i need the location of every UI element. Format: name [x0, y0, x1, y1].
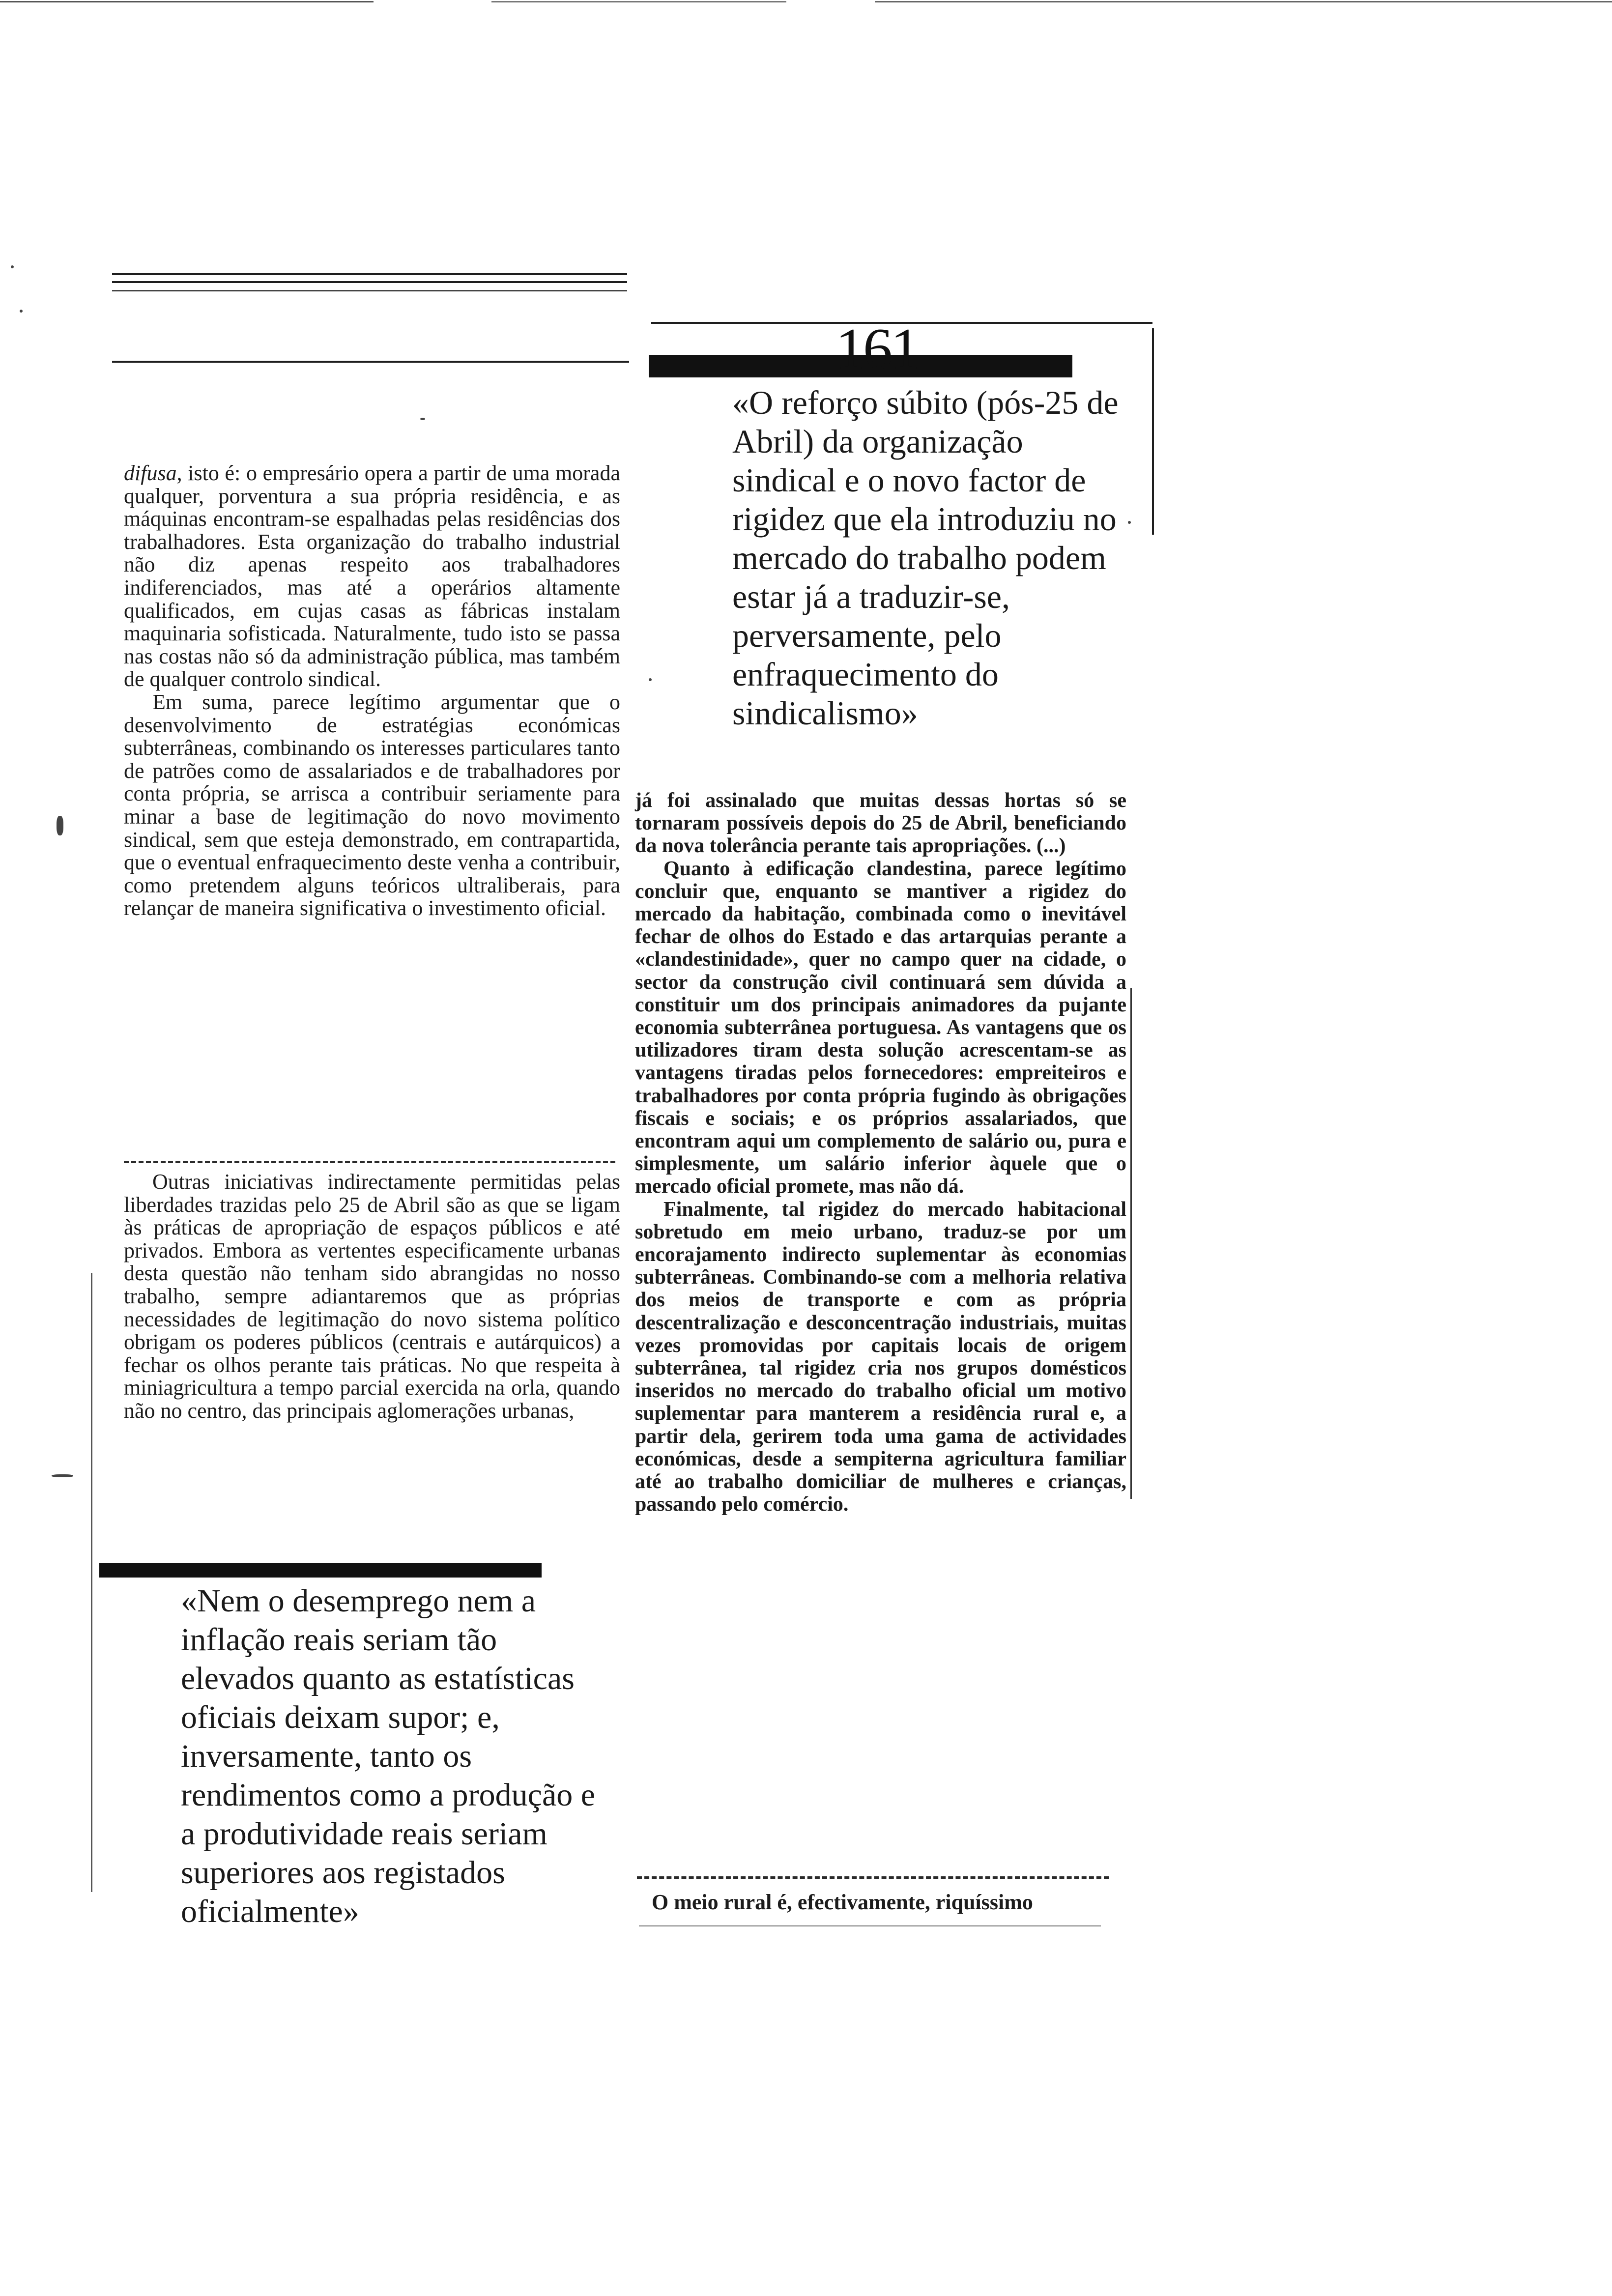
speck: [20, 310, 23, 313]
speck: [420, 418, 425, 420]
header-double-rule: [112, 281, 627, 283]
section-dash-rule-right: [637, 1876, 1109, 1879]
next-section-text: O meio rural é, efectivamente, riquíssimo: [652, 1890, 1033, 1914]
left-margin-line: [91, 1273, 92, 1892]
speck: [57, 816, 63, 835]
italic-lead-word: difusa: [124, 461, 177, 485]
right-border-line: [1152, 328, 1154, 535]
page-number: 161: [835, 316, 918, 381]
header-double-rule: [112, 290, 627, 291]
right-paragraph-1: já foi assinalado que muitas dessas hortas só se tornaram possíveis depois do 25 de Abril, beneficiando da nova tolerância perante tais apropriações. (...): [635, 789, 1126, 858]
right-paragraph-3: Finalmente, tal rigidez do mercado habitacional sobretudo em meio urbano, traduz-se por um encorajamento indirecto suplementar às economias subterrâneas. Combinando-se com a melhoria relativa dos meios de transporte e com as própria descentralização e desconcentração industriais, muitas vezes promovidas por capitais locais de origem subterrânea, tal rigidez cria nos grupos domésticos inseridos no mercado do trabalho oficial um motivo suplementar para manterem a residência rural e, a partir dela, gerirem toda uma gama de actividades económicas, desde a sempiterna agricultura familiar até ao trabalho domiciliar de mulheres e crianças, passando pelo comércio.: [635, 1198, 1126, 1516]
pull-quote-bottom-text: «Nem o desemprego nem a inflação reais seriam tão elevados quanto as estatísticas oficiais deixam supor; e, inversamente, tanto os rendimentos como a produção e a produtividade reais seriam superiores aos registados oficialmente»: [181, 1583, 596, 1929]
left-paragraph-3: Outras iniciativas indirectamente permitidas pelas liberdades trazidas pelo 25 de Abril são as que se ligam às práticas de apropriação de espaços públicos e até privados. Embora as vertentes especificamente urbanas desta questão não tenham sido abrangidas no nosso trabalho, sempre adiantaremos que as próprias necessidades de legitimação do novo sistema político obrigam os poderes públicos (centrais e autárquicos) a fechar os olhos perante tais práticas. No que respeita à miniagricultura a tempo parcial exercida na orla, quando não no centro, das principais aglomerações urbanas,: [124, 1170, 620, 1423]
right-column: [635, 789, 1126, 1516]
speck: [52, 1474, 73, 1477]
section-dash-rule: [124, 1161, 615, 1163]
pull-quote-bottom-bar: [99, 1563, 542, 1578]
next-section-start: [637, 1891, 1128, 1914]
pull-quote-bottom: [181, 1581, 599, 1931]
right-margin-line: [1130, 988, 1132, 1499]
speck: [11, 265, 14, 268]
speck: [1128, 521, 1131, 524]
right-paragraph-2: Quanto à edificação clandestina, parece legítimo concluir que, enquanto se mantiver a rigidez do mercado da habitação, combinada como o inevitável fechar de olhos do Estado e das artarquias perante a «clandestinidade», quer no campo quer na cidade, o sector da construção civil continuará sem dúvida a constituir um dos principais animadores da pujante economia subterrânea portuguesa. As vantagens que os utilizadores tiram desta solução acrescentam-se as vantagens tiradas pelos fornecedores: empreiteiros e trabalhadores por conta própria fugindo às obrigações fiscais e sociais; e os próprios assalariados, que encontram aqui um complemento de salário ou, pura e simplesmente, um salário inferior àquele que o mercado oficial promete, mas não dá.: [635, 857, 1126, 1198]
left-column: [124, 462, 620, 920]
pull-quote-top-text: «O reforço súbito (pós-25 de Abril) da organização sindical e o novo factor de rigidez que ela introduziu no mercado do trabalho podem estar já a traduzir-se, perversamente, pelo enfraquecimento do sindicalismo»: [732, 384, 1119, 732]
left-paragraph-1: difusa, isto é: o empresário opera a partir de uma morada qualquer, porventura a sua própria residência, e as máquinas encontram-se espalhadas pelas residências dos trabalhadores. Esta organização do trabalho industrial não diz apenas respeito aos trabalhadores indiferenciados, mas até a operários altamente qualificados, em cujas casas as fábricas instalam maquinaria sofisticada. Naturalmente, tudo isto se passa nas costas não só da administração pública, mas também de qualquer controlo sindical.: [124, 461, 620, 691]
left-column-continued: [124, 1171, 620, 1423]
header-double-rule: [112, 273, 627, 275]
top-edge-line: [491, 1, 786, 2]
pull-quote-top: [732, 383, 1135, 733]
column-top-rule: [112, 361, 629, 363]
left-paragraph-2: Em suma, parece legítimo argumentar que o desenvolvimento de estratégias económicas subterrâneas, combinando os interesses particulares tanto de patrões como de assalariados e de trabalhadores por conta própria, se arrisca a contribuir seriamente para minar a base de legitimação do novo movimento sindical, sem que esteja demonstrado, em contrapartida, que o eventual enfraquecimento deste venha a contribuir, como pretendem alguns teóricos ultraliberais, para relançar de maneira significativa o investimento oficial.: [124, 689, 620, 920]
bottom-dotted-rule: [639, 1925, 1101, 1926]
top-edge-line: [0, 1, 374, 2]
speck: [649, 678, 652, 681]
top-edge-line: [875, 1, 1612, 2]
